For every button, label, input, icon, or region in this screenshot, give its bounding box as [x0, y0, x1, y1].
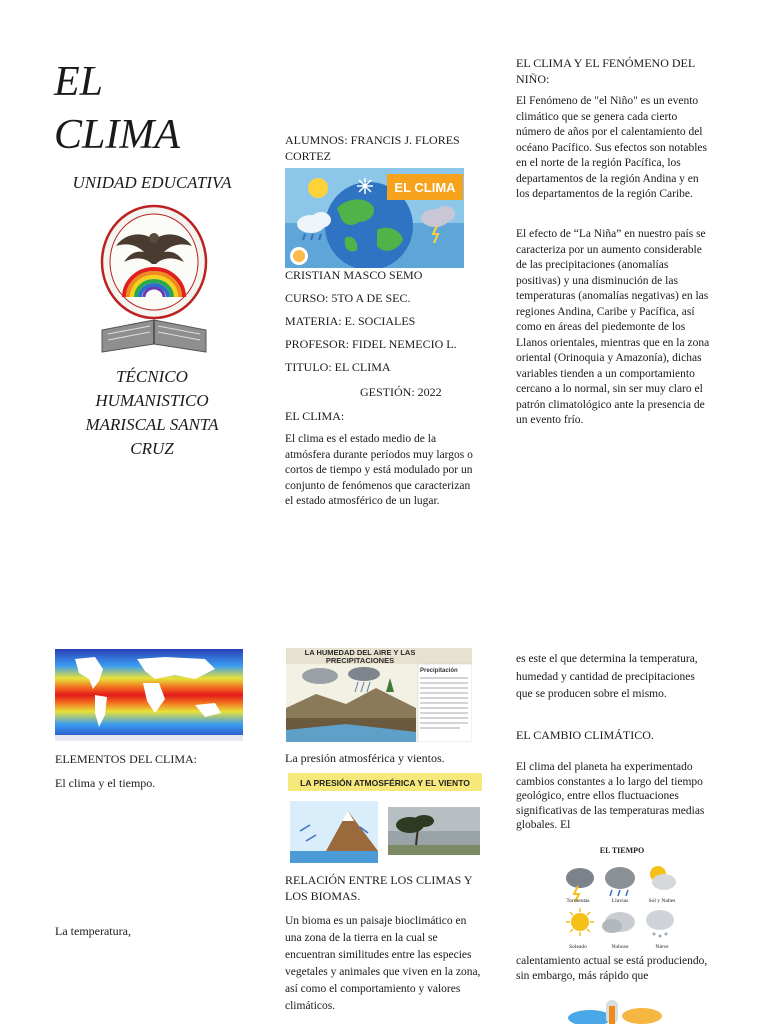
tiempo-title: EL TIEMPO — [599, 846, 645, 855]
determina-paragraph: es este el que determina la temperatura, humedad y cantidad de precipitaciones que se producen sobre el mismo. — [516, 653, 698, 700]
presion-banner-text: LA PRESIÓN ATMOSFÉRICA Y EL VIENTO — [300, 778, 470, 788]
cloudy-label: Nuboso — [611, 944, 629, 950]
presion-line: La presión atmosférica y vientos. — [285, 751, 445, 765]
calentamiento-paragraph: calentamiento actual se está produciendo, sin embargo, más rápido que — [516, 955, 708, 982]
nino-heading: EL CLIMA Y EL FENÓMENO DEL NIÑO: — [516, 56, 695, 86]
curso: CURSO: 5TO A DE SEC. — [285, 291, 411, 305]
thermometer-image-partial — [560, 996, 670, 1024]
banner-text: EL CLIMA — [394, 180, 456, 195]
el-tiempo-weather-icons — [560, 840, 684, 952]
relacion-heading: RELACIÓN ENTRE LOS CLIMAS Y LOS BIOMAS. — [285, 873, 473, 903]
humedad-title-1: LA HUMEDAD DEL AIRE Y LAS — [304, 648, 416, 657]
materia: MATERIA: E. SOCIALES — [285, 314, 416, 328]
humedad-side-title: Precipitación — [420, 668, 458, 674]
temperatura-line: La temperatura, — [55, 924, 131, 938]
el-clima-banner-image — [285, 168, 464, 268]
storm-label: Tormentas — [566, 898, 590, 904]
title-line-1: EL — [54, 59, 104, 105]
rain-label: Lluvias — [611, 898, 629, 904]
sun-cloud-label: Sol y Nubes — [648, 898, 676, 904]
elementos-heading: ELEMENTOS DEL CLIMA: — [55, 752, 197, 766]
school-emblem — [94, 202, 214, 362]
school-label: UNIDAD EDUCATIVA — [72, 173, 232, 192]
sunny-label: Soleado — [569, 944, 587, 950]
global-temperature-map — [55, 649, 243, 741]
nina-paragraph-2: El efecto de “La Niña” en nuestro país se caracteriza por un aumento considerable de las precipitaciones (anomalías positivas) y una disminución de las temperaturas (anomalías negativas) en las regiones Andina, Caribe y Pacífica, así como en áreas del piedemonte de los Llanos orientales, mientras que en la zona oriental (Orinoquia y Amazonía), dichas variables tienden a un comportamiento cercano a lo normal, sin ser muy claro el patrón climatológico ante la presencia de un evento frío. — [516, 228, 710, 426]
presion-viento-image — [286, 771, 482, 865]
gestion: GESTIÓN: 2022 — [360, 385, 442, 399]
school-name-line-2: HUMANISTICO — [95, 391, 209, 410]
school-name-line-1: TÉCNICO — [116, 367, 188, 386]
cambio-paragraph: El clima del planeta ha experimentado cambios constantes a lo largo del tiempo geológico, entre ellos fluctuaciones significativas de las temperaturas medias globales. El — [516, 761, 705, 831]
clima-tiempo-line: El clima y el tiempo. — [55, 776, 156, 790]
alumno-2: CRISTIAN MASCO SEMO — [285, 268, 423, 282]
el-clima-body: El clima es el estado medio de la atmósfera durante períodos muy largos o cortos de tiempo y está modulado por un conjunto de fenómenos que caracterizan el estado atmosférico de un lugar. — [285, 433, 473, 507]
cambio-climatico-heading: EL CAMBIO CLIMÁTICO. — [516, 728, 654, 742]
title-line-2: CLIMA — [54, 112, 180, 158]
alumnos-line: ALUMNOS: FRANCIS J. FLORES CORTEZ — [285, 133, 460, 163]
snow-label: Nieve — [655, 944, 669, 950]
humedad-title-2: PRECIPITACIONES — [325, 656, 395, 665]
biomas-body: Un bioma es un paisaje bioclimático en una zona de la tierra en la cual se encuentran similitudes entre las especies vegetales y animales que viven en la zona, así como el comportamiento y valores climáticos. — [285, 915, 481, 1012]
school-name-line-3: MARISCAL SANTA — [85, 415, 219, 434]
humedad-precipitaciones-image — [286, 648, 472, 742]
profesor: PROFESOR: FIDEL NEMECIO L. — [285, 337, 457, 351]
school-name-line-4: CRUZ — [130, 439, 174, 458]
nino-paragraph-1: El Fenómeno de "el Niño" es un evento climático que se genera cada cierto número de años por el calentamiento del océano Pacífico. Sus efectos son notables en el norte de la región Pacífica, los departamentos de la región Andina y en los departamentos de la región Caribe. — [516, 95, 707, 200]
el-clima-heading: EL CLIMA: — [285, 409, 345, 423]
titulo: TITULO: EL CLIMA — [285, 360, 391, 374]
